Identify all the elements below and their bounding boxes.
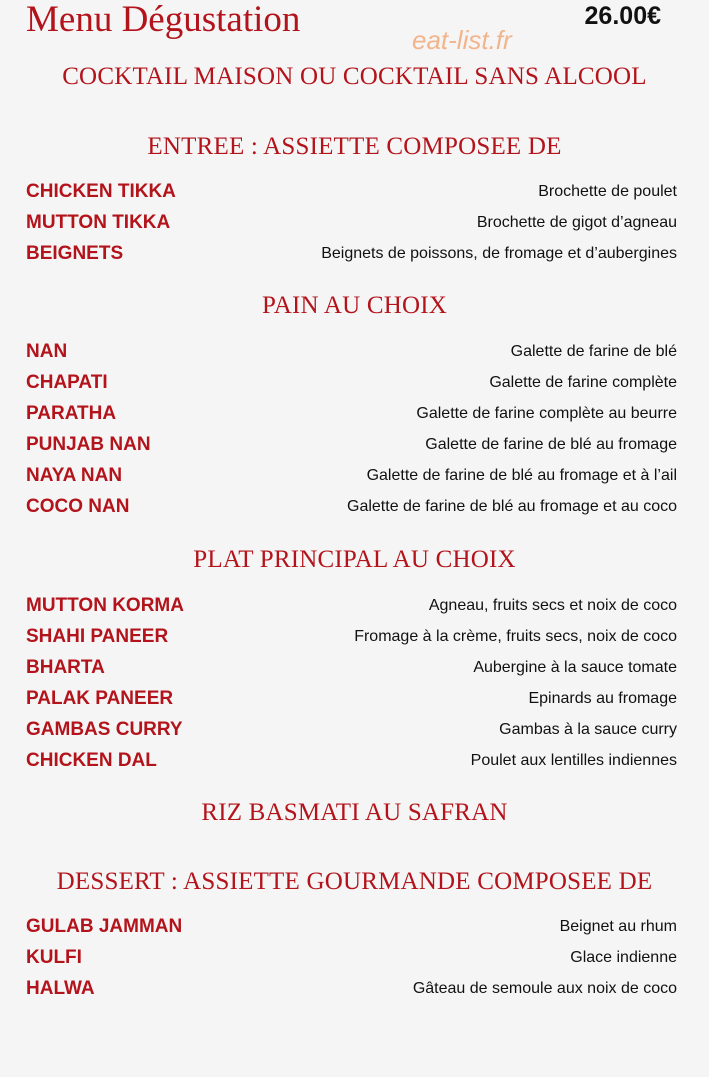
dish-name: COCO NAN — [26, 496, 130, 517]
menu-item — [26, 212, 677, 236]
dish-description: Galette de farine de blé au fromage — [425, 436, 677, 453]
dish-name: NAN — [26, 341, 68, 362]
section-heading-cocktail: COCKTAIL MAISON OU COCKTAIL SANS ALCOOL — [62, 63, 647, 90]
menu-price: 26.00€ — [584, 2, 661, 30]
menu-item — [26, 403, 677, 427]
menu-item — [26, 243, 677, 267]
dish-description: Galette de farine de blé — [510, 343, 677, 360]
menu-item — [26, 978, 677, 1002]
dish-name: GULAB JAMMAN — [26, 916, 183, 937]
dish-name: GAMBAS CURRY — [26, 719, 183, 740]
menu-item — [26, 465, 677, 489]
dish-description: Gambas à la sauce curry — [499, 721, 677, 738]
section-heading-riz: RIZ BASMATI AU SAFRAN — [201, 799, 508, 826]
dish-name: KULFI — [26, 947, 82, 968]
section-heading-pain: PAIN AU CHOIX — [261, 292, 448, 319]
menu-item — [26, 916, 677, 940]
dish-description: Epinards au fromage — [528, 690, 677, 707]
dish-description: Brochette de poulet — [538, 183, 677, 200]
dish-name: SHAHI PANEER — [26, 626, 169, 647]
menu-item — [26, 657, 677, 681]
dish-description: Galette de farine de blé au fromage et au coco — [347, 498, 677, 515]
dish-name: PUNJAB NAN — [26, 434, 151, 455]
dish-description: Glace indienne — [570, 949, 677, 966]
dish-name: NAYA NAN — [26, 465, 123, 486]
dish-description: Beignets de poissons, de fromage et d’aubergines — [321, 245, 677, 262]
menu-item — [26, 595, 677, 619]
dish-name: PARATHA — [26, 403, 117, 424]
dish-description: Brochette de gigot d’agneau — [476, 214, 677, 231]
dish-description: Aubergine à la sauce tomate — [473, 659, 677, 676]
dish-description: Galette de farine complète — [489, 374, 677, 391]
dish-name: HALWA — [26, 978, 95, 999]
dish-name: CHICKEN TIKKA — [26, 181, 176, 202]
dish-description: Gâteau de semoule aux noix de coco — [412, 980, 677, 997]
dish-description: Galette de farine complète au beurre — [416, 405, 677, 422]
dish-description: Agneau, fruits secs et noix de coco — [428, 597, 677, 614]
dish-name: CHICKEN DAL — [26, 750, 157, 771]
menu-item — [26, 626, 677, 650]
dish-name: BHARTA — [26, 657, 105, 678]
watermark: eat-list.fr — [412, 25, 512, 55]
menu-item — [26, 750, 677, 774]
menu-item — [26, 719, 677, 743]
dish-description: Galette de farine de blé au fromage et à l’ail — [366, 467, 677, 484]
section-heading-plat: PLAT PRINCIPAL AU CHOIX — [193, 546, 516, 573]
dish-name: MUTTON TIKKA — [26, 212, 171, 233]
menu-item — [26, 372, 677, 396]
menu-item — [26, 434, 677, 458]
dish-description: Beignet au rhum — [559, 918, 677, 935]
section-heading-dessert: DESSERT : ASSIETTE GOURMANDE COMPOSEE DE — [56, 868, 653, 895]
menu-item — [26, 688, 677, 712]
dish-name: CHAPATI — [26, 372, 108, 393]
menu-item — [26, 947, 677, 971]
section-heading-entree: ENTREE : ASSIETTE COMPOSEE DE — [147, 133, 562, 160]
dish-name: BEIGNETS — [26, 243, 124, 264]
dish-description: Poulet aux lentilles indiennes — [470, 752, 677, 769]
dish-name: PALAK PANEER — [26, 688, 174, 709]
menu-title: Menu Dégustation — [26, 0, 301, 40]
menu-item — [26, 341, 677, 365]
menu-item — [26, 496, 677, 520]
dish-name: MUTTON KORMA — [26, 595, 184, 616]
menu-item — [26, 181, 677, 205]
dish-description: Fromage à la crème, fruits secs, noix de coco — [354, 628, 677, 645]
